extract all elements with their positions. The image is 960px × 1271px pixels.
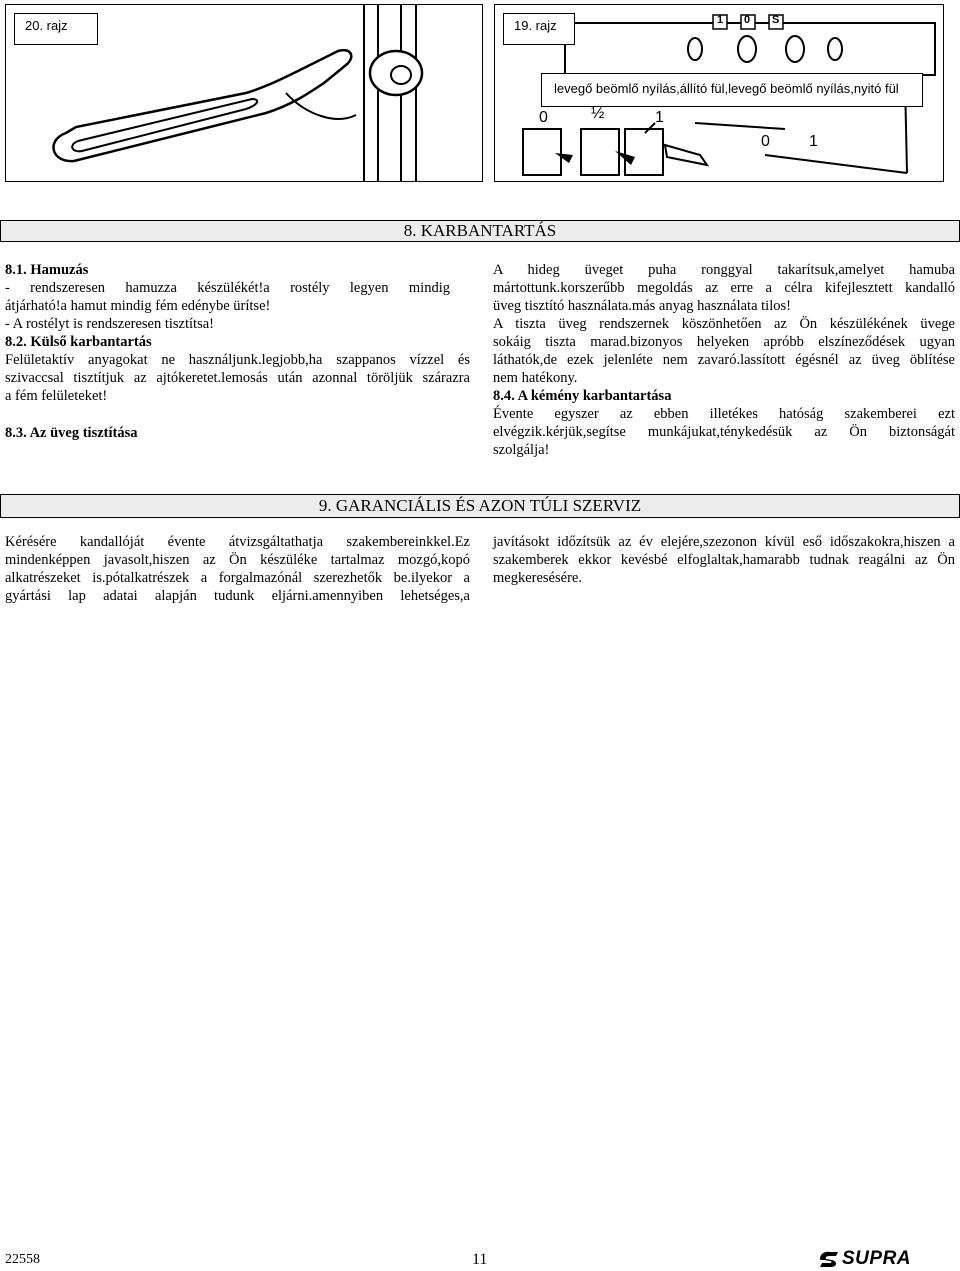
s81-line: átjárható!a hamut mindig fém edénybe ürítse! bbox=[5, 298, 271, 314]
supra-logo-icon bbox=[818, 1250, 840, 1268]
s81-heading: 8.1. Hamuzás bbox=[5, 262, 89, 278]
figure-19 bbox=[494, 4, 944, 182]
s9-left-line: alkatrészeket is.pótalkatrészek a forgalmazónál szerezhetők be.ilyekor a bbox=[5, 570, 470, 586]
supra-logo-text: SUPRA bbox=[842, 1248, 912, 1269]
s9-right-line: megkeresésére. bbox=[493, 570, 582, 586]
s9-left-line: mindenképpen javasolt,hiszen az Ön készüléke tartalmaz mozgó,kopó bbox=[5, 552, 470, 568]
s83-line: sokáig tiszta marad.bizonyos helyeken apróbb elszíneződések ugyan bbox=[493, 334, 955, 350]
slider-mark-0: 0 bbox=[539, 109, 548, 126]
s84-line: Évente egyszer az ebben illetékes hatóság szakemberei ezt bbox=[493, 406, 955, 422]
s83-line: mártottunk.korszerűbb megoldás az erre a célra kifejlesztett kandalló bbox=[493, 280, 955, 296]
s9-right-text bbox=[493, 533, 955, 587]
s82-line: a fém felületeket! bbox=[5, 388, 108, 404]
document-code: 22558 bbox=[5, 1252, 40, 1267]
s82-text bbox=[5, 351, 470, 405]
s84-line: szolgálja! bbox=[493, 442, 550, 458]
page-number: 11 bbox=[472, 1251, 488, 1268]
s83-heading: 8.3. Az üveg tisztítása bbox=[5, 425, 138, 441]
s81-line: - A rostélyt is rendszeresen tisztítsa! bbox=[5, 316, 214, 332]
s84-line: elvégzik.kérjük,segítse munkájukat,ténykedésük az Ön biztonságát bbox=[493, 424, 955, 440]
s9-right-line: szakemberek ekkor kevésbé elfoglaltak,hamarabb tudnak reagálni az Ön bbox=[493, 552, 955, 568]
s9-right-line: javításokt időzítsük az év elejére,szezonon kívül eső időszakokra,hiszen a bbox=[493, 534, 955, 550]
dial-mark-1: 1 bbox=[717, 14, 724, 26]
s81-line: - rendszeresen hamuzza készülékét!a rostély legyen mindig bbox=[5, 280, 450, 296]
s83-line: A tiszta üveg rendszernek köszönhetően az Ön készülékének üvege bbox=[493, 316, 955, 332]
s83-text bbox=[493, 261, 955, 387]
s83-line: láthatók,de ezek jelenléte nem zavaró.lassított égésnél az üveg öblítése bbox=[493, 352, 955, 368]
supra-logo bbox=[818, 1249, 911, 1269]
s82-heading: 8.2. Külső karbantartás bbox=[5, 334, 152, 350]
figure-20-label: 20. rajz bbox=[14, 13, 98, 45]
one-mark: 1 bbox=[809, 133, 818, 150]
s83-line: nem hatékony. bbox=[493, 370, 578, 386]
s83-line: A hideg üveget puha ronggyal takarítsuk,amelyet hamuba bbox=[493, 262, 955, 278]
s84-heading: 8.4. A kémény karbantartása bbox=[493, 388, 672, 404]
dial-mark-0: 0 bbox=[744, 14, 751, 26]
s82-line: Felületaktív anyagokat ne használjunk.legjobb,ha szappanos vízzel és bbox=[5, 352, 470, 368]
s9-left-line: gyártási lap adatai alapján tudunk eljárni.amennyiben lehetséges,a bbox=[5, 588, 470, 604]
zero-mark: 0 bbox=[761, 133, 770, 150]
section9-title: 9. GARANCIÁLIS ÉS AZON TÚLI SZERVIZ bbox=[318, 496, 642, 515]
s9-left-line: Kérésére kandallóját évente átvizsgáltathatja szakembereinkkel.Ez bbox=[5, 534, 470, 550]
s81-text bbox=[5, 279, 450, 333]
slider-mark-1: 1 bbox=[655, 109, 664, 126]
section8-title: 8. KARBANTARTÁS bbox=[403, 221, 557, 240]
s84-text bbox=[493, 405, 955, 459]
figure-19-label: 19. rajz bbox=[503, 13, 575, 45]
slider-mark-half: ½ bbox=[591, 105, 605, 122]
s82-line: szivaccsal tisztítjuk az ajtókeretet.lemosás után azonnal töröljük szárazra bbox=[5, 370, 470, 386]
figure-20 bbox=[5, 4, 483, 182]
figure-19-caption: levegő beömlő nyílás,állító fül,levegő beömlő nyílás,nyitó fül bbox=[541, 73, 923, 107]
s9-left-text bbox=[5, 533, 470, 605]
s83-line: üveg tisztító használata.más anyag használata tilos! bbox=[493, 298, 791, 314]
dial-mark-s: S bbox=[772, 14, 780, 26]
